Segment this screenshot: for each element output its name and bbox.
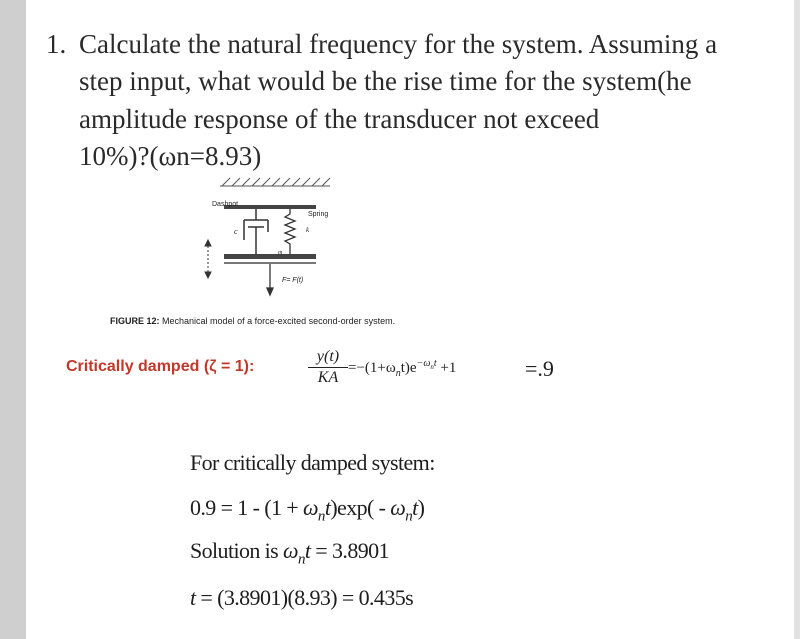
line2-b: )exp( - <box>330 495 391 520</box>
question-line-4: 10%)?(ωn=8.93) <box>79 141 262 171</box>
rhs-mid: t)e <box>400 360 417 376</box>
omega-symbol-2: ω <box>390 495 406 520</box>
t-symbol-3: t <box>304 538 311 563</box>
t-symbol: t <box>324 495 331 520</box>
displacement-arrow <box>205 240 211 278</box>
fraction-numerator: y(t) <box>308 348 348 368</box>
solution-line-4 <box>190 585 413 611</box>
rhs-exp-sub: n <box>430 363 434 371</box>
t-symbol-4: t <box>190 585 196 610</box>
dashpot-label: Dashpot <box>212 201 239 208</box>
force-label: F= F(t) <box>282 277 304 284</box>
slide-right-border <box>794 0 800 639</box>
line2-a: 0.9 = 1 - (1 + <box>190 495 303 520</box>
solution-line-2 <box>190 495 424 525</box>
critically-damped-label: Critically damped (ζ = 1): <box>66 358 255 375</box>
line3-a: Solution is <box>190 538 284 563</box>
damping-c-label: c <box>234 227 238 236</box>
figure-caption <box>110 316 395 326</box>
force-arrow <box>267 264 273 295</box>
ceiling-support <box>220 178 330 186</box>
fraction-denominator: KA <box>317 369 339 386</box>
line3-b: = 3.8901 <box>310 538 389 563</box>
mass-m-label: m <box>278 250 283 256</box>
rhs-sub: n <box>395 368 401 379</box>
slide-left-border <box>0 0 26 639</box>
rhs-end: +1 <box>436 360 457 376</box>
omega-sub-n: n <box>317 508 325 525</box>
omega-sub-n-3: n <box>297 551 305 568</box>
omega-sub-n-2: n <box>405 508 413 525</box>
question-line-1: Calculate the natural frequency for the system. Assuming a <box>79 29 718 59</box>
response-equation-rhs <box>348 358 456 379</box>
omega-symbol-3: ω <box>283 538 298 563</box>
figure-caption-label: FIGURE 12: <box>110 316 160 326</box>
question-line-3: amplitude response of the transducer not exceed <box>79 104 600 134</box>
spring <box>285 209 295 254</box>
rhs-exp: −ω <box>416 358 431 369</box>
figure-caption-text: Mechanical model of a force-excited second-order system. <box>162 316 396 326</box>
spring-k-label: k <box>306 226 310 234</box>
line4-b: = (3.8901)(8.93) = 0.435s <box>195 585 414 610</box>
line2-c: ) <box>417 495 425 520</box>
solution-line-1: For critically damped system: <box>190 450 435 475</box>
mass-bar <box>224 254 316 259</box>
t-symbol-2: t <box>412 495 418 520</box>
equation-value: =.9 <box>525 356 554 381</box>
dashpot <box>244 209 268 254</box>
omega-symbol: ω <box>302 495 318 520</box>
rhs-exp-t: t <box>433 358 437 369</box>
solution-line-3 <box>190 538 389 568</box>
response-fraction <box>308 348 348 387</box>
question-line-2: step input, what would be the rise time for the system(he <box>79 66 692 96</box>
spring-label: Spring <box>308 211 329 218</box>
mechanical-model-diagram <box>190 170 350 305</box>
question-number: 1. <box>46 29 67 59</box>
rhs-main: =−(1+ω <box>348 360 396 376</box>
